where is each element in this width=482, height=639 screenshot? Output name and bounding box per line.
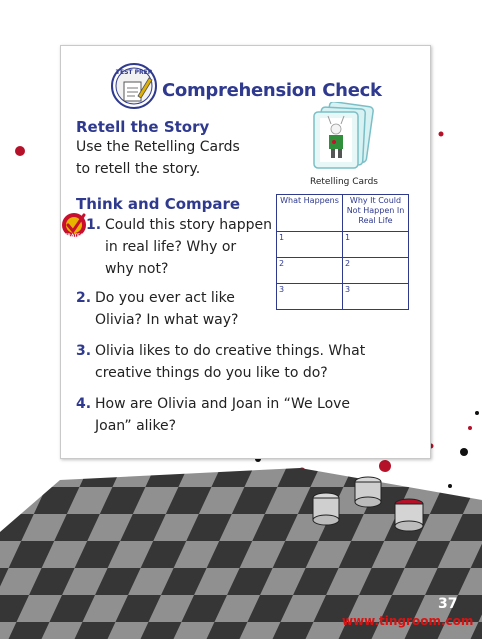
retelling-cards-caption: Retelling Cards xyxy=(310,177,378,187)
strategy-checkmark-badge-icon xyxy=(60,211,88,239)
chart-cell: 2 xyxy=(343,258,409,284)
question-line: Olivia likes to do creative things. What xyxy=(95,343,366,359)
page-title: Comprehension Check xyxy=(162,80,382,101)
page-number: 37 xyxy=(438,596,458,612)
checkerboard-floor-illustration xyxy=(0,440,482,639)
site-watermark: www.tingroom.com xyxy=(342,614,474,628)
strategy-label: STRATEGY xyxy=(61,234,87,239)
question-number: 1. xyxy=(86,217,102,233)
chart-header-why-not-real: Why It Could Not Happen In Real Life xyxy=(343,195,409,232)
question-line: How are Olivia and Joan in “We Love xyxy=(95,396,351,412)
question-line: in real life? Why or xyxy=(105,239,237,255)
chart-cell: 1 xyxy=(343,232,409,258)
question-4 xyxy=(76,393,350,437)
badge-label: TEST PREP xyxy=(115,69,153,76)
chart-cell: 3 xyxy=(277,284,343,310)
question-line: Could this story happen xyxy=(105,217,272,233)
retell-heading: Retell the Story xyxy=(76,118,210,136)
question-line: Olivia? In what way? xyxy=(95,312,239,328)
question-line: Do you ever act like xyxy=(95,290,235,306)
retell-line-2: to retell the story. xyxy=(76,161,201,177)
retelling-cards-image xyxy=(308,102,378,172)
question-line: Joan” alike? xyxy=(95,418,177,434)
question-line: why not? xyxy=(105,261,169,277)
chart-cell: 2 xyxy=(277,258,343,284)
question-number: 2. xyxy=(76,290,92,306)
think-compare-heading: Think and Compare xyxy=(76,195,241,213)
question-2 xyxy=(76,287,238,331)
question-3 xyxy=(76,340,365,384)
test-prep-badge-icon xyxy=(110,62,158,110)
cause-effect-chart xyxy=(276,194,409,310)
question-1 xyxy=(86,214,272,280)
question-line: creative things do you like to do? xyxy=(95,365,328,381)
retell-line-1: Use the Retelling Cards xyxy=(76,139,240,155)
question-number: 3. xyxy=(76,343,92,359)
question-number: 4. xyxy=(76,396,92,412)
chart-cell: 1 xyxy=(277,232,343,258)
chart-header-what-happens: What Happens xyxy=(277,195,343,232)
chart-cell: 3 xyxy=(343,284,409,310)
